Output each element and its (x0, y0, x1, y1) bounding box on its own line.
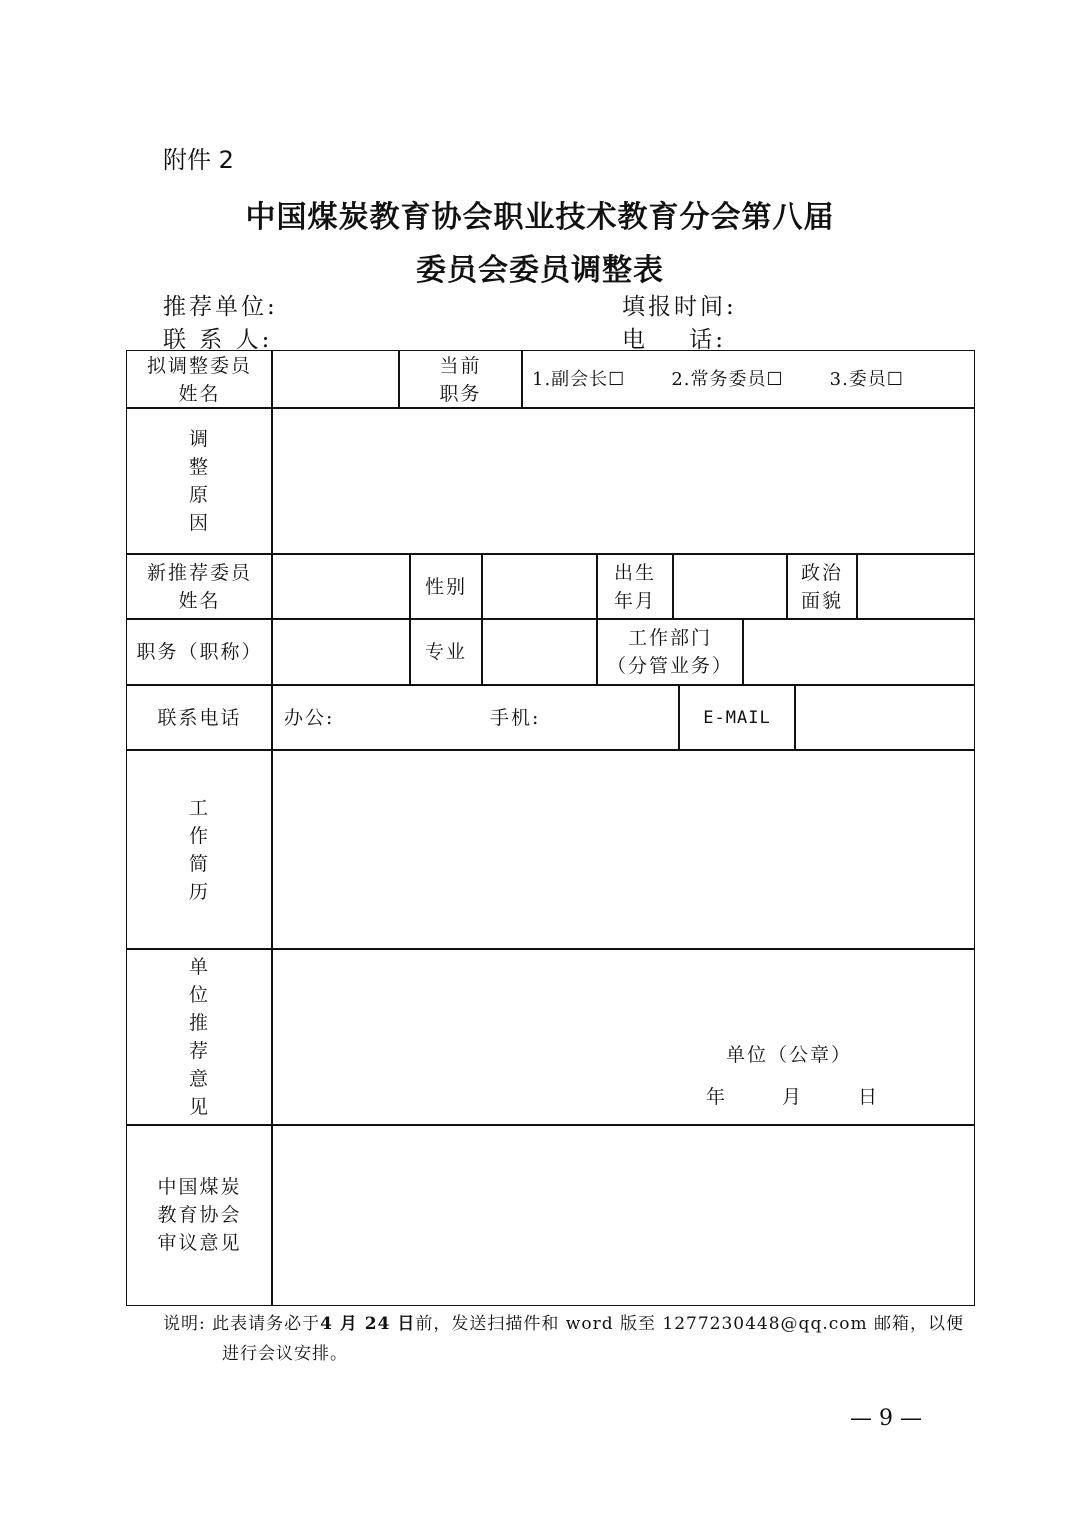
contact-person-label: 联 系 人: (163, 327, 273, 353)
page-title: 中国煤炭教育协会职业技术教育分会第八届 (245, 200, 835, 235)
day-label: 日 (858, 1086, 880, 1108)
adjust-reason-label: 调 整 原 因 (126, 407, 273, 555)
month-label: 月 (782, 1086, 804, 1108)
birth-field[interactable] (672, 553, 788, 620)
major-field[interactable] (481, 618, 598, 686)
post-options (521, 350, 975, 409)
current-post-label: 当前 职务 (398, 350, 523, 409)
note-line-1 (163, 1309, 964, 1334)
adjust-name-label: 拟调整委员 姓名 (126, 350, 273, 409)
adjust-name-field[interactable] (271, 350, 400, 409)
position-label: 职务（职称） (126, 618, 273, 686)
year-label: 年 (706, 1086, 728, 1108)
association-opinion-field[interactable] (271, 1124, 975, 1306)
note-text-b: 前，发送扫描件和 word 版至 1277230448@qq.com 邮箱，以便 (415, 1314, 965, 1334)
mobile-phone-label: 手机: (490, 706, 541, 729)
new-name-field[interactable] (271, 553, 411, 620)
adjust-reason-field[interactable] (271, 407, 975, 555)
gender-label: 性别 (409, 553, 483, 620)
fill-time-label: 填报时间: (622, 294, 737, 320)
resume-field[interactable] (271, 749, 975, 950)
political-field[interactable] (856, 553, 975, 620)
gender-field[interactable] (481, 553, 598, 620)
page-subtitle: 委员会委员调整表 (416, 253, 664, 288)
note-text-a: 此表请务必于 (212, 1314, 321, 1334)
note-prefix: 说明: (163, 1314, 206, 1334)
recommend-unit-label: 推荐单位: (163, 294, 278, 320)
birth-label: 出生 年月 (596, 553, 674, 620)
political-label: 政治 面貌 (786, 553, 858, 620)
page-number: — 9 — (850, 1406, 922, 1431)
unit-opinion-field[interactable] (271, 948, 975, 1126)
option-vice-president[interactable]: 1.副会长☐ (532, 368, 626, 390)
note-line-2: 进行会议安排。 (222, 1344, 348, 1364)
position-field[interactable] (271, 618, 411, 686)
note-deadline: 4 月 24 日 (320, 1314, 416, 1334)
email-field[interactable] (794, 684, 975, 751)
major-label: 专业 (409, 618, 483, 686)
department-label: 工作部门 （分管业务） (596, 618, 744, 686)
resume-label: 工 作 简 历 (126, 749, 273, 950)
phone-label: 电 话: (622, 327, 726, 353)
association-opinion-label: 中国煤炭 教育协会 审议意见 (126, 1124, 273, 1306)
unit-opinion-label: 单 位 推 荐 意 见 (126, 948, 273, 1126)
option-standing-member[interactable]: 2.常务委员☐ (671, 368, 784, 390)
office-phone-label: 办公: (284, 706, 335, 729)
option-member[interactable]: 3.委员☐ (829, 368, 904, 390)
phone-numbers-field[interactable] (271, 684, 680, 751)
contact-phone-label: 联系电话 (126, 684, 273, 751)
email-label: E-MAIL (678, 684, 796, 751)
new-name-label: 新推荐委员 姓名 (126, 553, 273, 620)
attachment-label: 附件 2 (163, 146, 234, 174)
seal-label: 单位（公章） (726, 1044, 853, 1066)
department-field[interactable] (742, 618, 975, 686)
